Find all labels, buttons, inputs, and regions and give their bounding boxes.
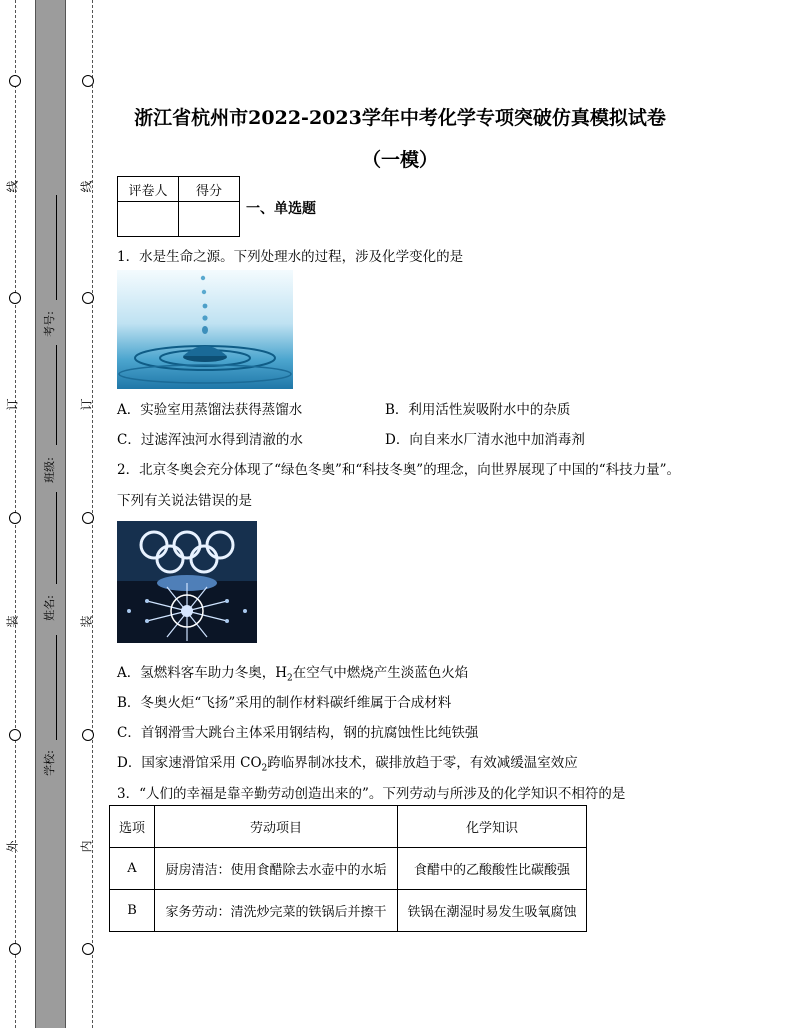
binding-hole-circle [9, 292, 21, 304]
table-cell: B [110, 890, 155, 932]
binding-hole-circle [82, 943, 94, 955]
question-3-table [109, 805, 587, 932]
question-1-stem: 1．水是生命之源。下列处理水的过程，涉及化学变化的是 [117, 249, 464, 265]
table-cell: 食醋中的乙酸酸性比碳酸强 [398, 848, 587, 890]
exam-title: 浙江省杭州市2022-2023学年中考化学专项突破仿真模拟试卷 [134, 107, 666, 129]
subscript: 2 [261, 763, 268, 774]
field-underline [56, 635, 57, 740]
olympic-rings-snowflake-image [117, 521, 257, 643]
score-box-grader: 评卷人 [118, 177, 179, 202]
question-2-option-d [117, 751, 578, 774]
margin-label-outer: 装 [5, 615, 20, 628]
question-1-option-d: D．向自来水厂清水池中加消毒剂 [385, 432, 585, 448]
question-2-option-a [117, 661, 468, 684]
margin-label-inner: 装 [79, 615, 94, 628]
table-cell: A [110, 848, 155, 890]
option-text: D．国家速滑馆采用 CO [117, 755, 262, 771]
section-heading: 一、单选题 [246, 201, 316, 217]
binding-hole-circle [82, 75, 94, 87]
option-text: 在空气中燃烧产生淡蓝色火焰 [292, 665, 469, 681]
table-row [110, 890, 587, 932]
binding-hole-circle [82, 292, 94, 304]
water-drop-image [117, 270, 293, 389]
field-underline [56, 195, 57, 300]
margin-label-inner: 订 [79, 398, 94, 411]
score-box-grader-cell[interactable] [118, 202, 179, 237]
table-cell: 厨房清洁：使用食醋除去水壶中的水垢 [155, 848, 398, 890]
field-label-class: 班级: [42, 457, 56, 483]
margin-label-inner: 内 [79, 840, 94, 853]
margin-label-inner: 线 [79, 180, 94, 193]
question-2-option-b: B．冬奥火炬“飞扬”采用的制作材料碳纤维属于合成材料 [117, 695, 452, 711]
binding-strip [35, 0, 66, 1028]
binding-hole-circle [9, 729, 21, 741]
score-box-score-cell[interactable] [179, 202, 240, 237]
binding-hole-circle [82, 729, 94, 741]
binding-hole-circle [9, 75, 21, 87]
field-underline [56, 345, 57, 445]
table-row [110, 848, 587, 890]
table-header: 化学知识 [398, 806, 587, 848]
binding-hole-circle [82, 512, 94, 524]
score-box-score: 得分 [179, 177, 240, 202]
option-text: 跨临界制冰技术，碳排放趋于零，有效减缓温室效应 [267, 755, 578, 771]
table-header: 选项 [110, 806, 155, 848]
table-header: 劳动项目 [155, 806, 398, 848]
question-2-stem: 2．北京冬奥会充分体现了“绿色冬奥”和“科技冬奥”的理念，向世界展现了中国的“科技力量”。 [117, 462, 680, 478]
table-cell: 铁锅在潮湿时易发生吸氧腐蚀 [398, 890, 587, 932]
margin-label-outer: 外 [5, 840, 20, 853]
margin-label-outer: 线 [5, 180, 20, 193]
question-1-option-a: A．实验室用蒸馏法获得蒸馏水 [117, 402, 303, 418]
question-1-option-c: C．过滤浑浊河水得到清澈的水 [117, 432, 303, 448]
field-label-exam-number: 考号: [42, 311, 56, 337]
binding-hole-circle [9, 943, 21, 955]
option-text: A．氢燃料客车助力冬奥，H [117, 665, 288, 681]
question-2-stem-continued: 下列有关说法错误的是 [117, 493, 252, 509]
exam-subtitle: （一模） [361, 149, 438, 171]
question-2-option-c: C．首钢滑雪大跳台主体采用钢结构，钢的抗腐蚀性比纯铁强 [117, 725, 479, 741]
margin-label-outer: 订 [5, 398, 20, 411]
field-underline [56, 492, 57, 584]
score-box [117, 176, 240, 237]
field-label-school: 学校: [42, 750, 56, 776]
binding-hole-circle [9, 512, 21, 524]
field-label-name: 姓名: [42, 595, 56, 621]
subscript: 2 [287, 673, 293, 684]
question-3-stem: 3．“人们的幸福是靠辛勤劳动创造出来的”。下列劳动与所涉及的化学知识不相符的是 [117, 786, 626, 802]
question-1-option-b: B．利用活性炭吸附水中的杂质 [385, 402, 571, 418]
table-cell: 家务劳动：清洗炒完菜的铁锅后并擦干 [155, 890, 398, 932]
